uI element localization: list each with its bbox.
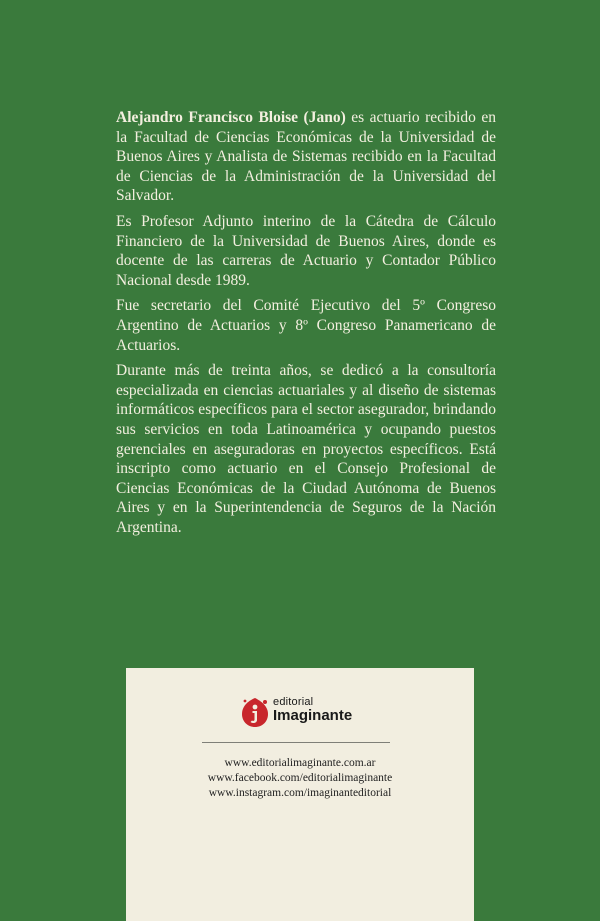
logo-text-editorial: editorial <box>273 696 314 708</box>
bio-paragraph-2: Es Profesor Adjunto interino de la Cátedra de Cálculo Financiero de la Universidad de Buenos Aires, donde es docente de las carreras de Actuario y Contador Público Nacional desde 1989. <box>116 212 496 289</box>
publisher-links <box>126 756 474 801</box>
facebook-link[interactable]: www.facebook.com/editorialimaginante <box>207 772 393 784</box>
logo-text-imaginante: Imaginante <box>273 707 353 724</box>
bio-paragraph-1-text: es actuario recibido en la Facultad de Ciencias Económicas de la Universidad de Buenos Aires y Analista de Sistemas recibido en la Facultad de Ciencias de la Administración de la Universidad del Salvador. <box>116 109 496 205</box>
publisher-panel <box>126 668 474 921</box>
author-bio <box>116 108 496 543</box>
divider <box>202 742 390 743</box>
website-link[interactable]: www.editorialimaginante.com.ar <box>224 757 376 769</box>
instagram-link[interactable]: www.instagram.com/imaginanteditorial <box>208 787 392 799</box>
publisher-logo <box>239 696 379 730</box>
bio-paragraph-3: Fue secretario del Comité Ejecutivo del 5º Congreso Argentino de Actuarios y 8º Congreso Panamericano de Actuarios. <box>116 297 496 354</box>
bio-paragraph-4: Durante más de treinta años, se dedicó a la consultoría especializada en ciencias actuariales y al diseño de sistemas informáticos específicos para el sector asegurador, brindando sus servicios en toda Latinoamérica y ocupando puestos gerenciales en aseguradoras en proyectos específicos. Está inscripto como actuario en el Consejo Profesional de Ciencias Económicas de la Ciudad Autónoma de Buenos Aires y en la Superintendencia de Seguros de la Nación Argentina. <box>116 362 496 536</box>
bio-paragraph-1 <box>116 108 496 206</box>
ink-drop-logo-icon <box>239 696 271 728</box>
author-name: Alejandro Francisco Bloise (Jano) <box>116 109 346 126</box>
